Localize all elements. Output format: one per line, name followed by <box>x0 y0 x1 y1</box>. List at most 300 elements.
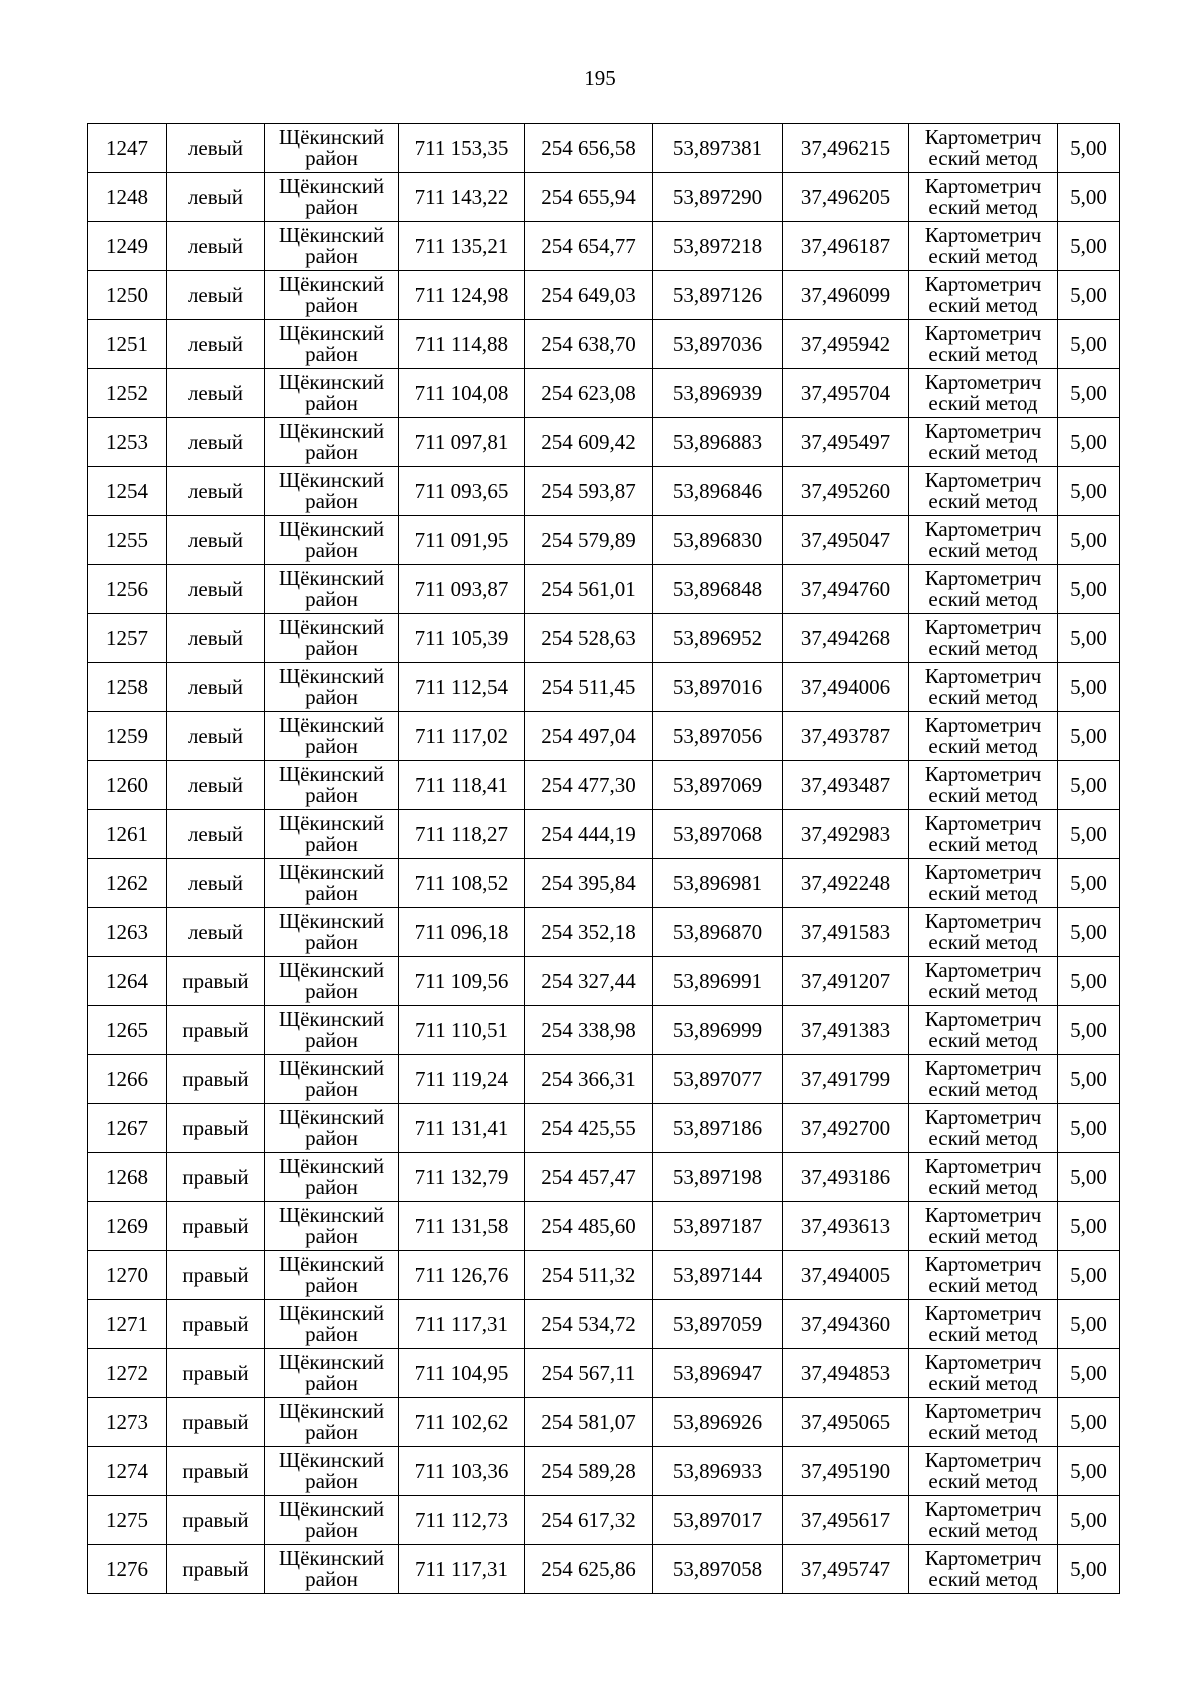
y-coordinate-cell: 254 395,84 <box>525 859 653 908</box>
method-cell <box>909 1202 1058 1251</box>
district-line: район <box>305 1567 358 1591</box>
bank-side-cell: правый <box>167 1545 265 1594</box>
error-cell: 5,00 <box>1058 222 1120 271</box>
latitude-cell: 53,897058 <box>653 1545 783 1594</box>
point-number-cell: 1261 <box>88 810 167 859</box>
table-row <box>88 418 1120 467</box>
latitude-cell: 53,896926 <box>653 1398 783 1447</box>
x-coordinate-cell: 711 093,65 <box>399 467 525 516</box>
method-line: Картометрич <box>924 1448 1042 1472</box>
district-line: Щёкинский <box>278 909 385 933</box>
x-coordinate-cell: 711 153,35 <box>399 124 525 173</box>
district-cell <box>265 1300 399 1349</box>
x-coordinate-cell: 711 117,31 <box>399 1300 525 1349</box>
method-line: Картометрич <box>924 1497 1042 1521</box>
district-line: Щёкинский <box>278 1497 385 1521</box>
method-line: еский метод <box>928 195 1038 219</box>
method-cell <box>909 418 1058 467</box>
district-cell <box>265 1055 399 1104</box>
district-cell <box>265 859 399 908</box>
bank-side-cell: левый <box>167 369 265 418</box>
latitude-cell: 53,896952 <box>653 614 783 663</box>
method-line: еский метод <box>928 146 1038 170</box>
error-cell: 5,00 <box>1058 1496 1120 1545</box>
method-cell <box>909 1398 1058 1447</box>
bank-side-cell: левый <box>167 761 265 810</box>
y-coordinate-cell: 254 581,07 <box>525 1398 653 1447</box>
district-cell <box>265 222 399 271</box>
longitude-cell: 37,491207 <box>783 957 909 1006</box>
bank-side-cell: правый <box>167 1398 265 1447</box>
district-cell <box>265 1153 399 1202</box>
point-number-cell: 1255 <box>88 516 167 565</box>
district-line: район <box>305 440 358 464</box>
district-line: район <box>305 636 358 660</box>
district-line: район <box>305 391 358 415</box>
longitude-cell: 37,496187 <box>783 222 909 271</box>
district-line: район <box>305 881 358 905</box>
x-coordinate-cell: 711 109,56 <box>399 957 525 1006</box>
method-cell <box>909 1349 1058 1398</box>
latitude-cell: 53,896947 <box>653 1349 783 1398</box>
error-cell: 5,00 <box>1058 712 1120 761</box>
method-cell <box>909 222 1058 271</box>
district-line: район <box>305 1420 358 1444</box>
district-line: район <box>305 783 358 807</box>
district-line: район <box>305 587 358 611</box>
y-coordinate-cell: 254 617,32 <box>525 1496 653 1545</box>
y-coordinate-cell: 254 609,42 <box>525 418 653 467</box>
table-row <box>88 565 1120 614</box>
district-line: район <box>305 1273 358 1297</box>
point-number-cell: 1254 <box>88 467 167 516</box>
method-line: еский метод <box>928 342 1038 366</box>
x-coordinate-cell: 711 124,98 <box>399 271 525 320</box>
y-coordinate-cell: 254 352,18 <box>525 908 653 957</box>
latitude-cell: 53,896999 <box>653 1006 783 1055</box>
district-line: Щёкинский <box>278 1546 385 1570</box>
method-cell <box>909 1251 1058 1300</box>
district-line: Щёкинский <box>278 958 385 982</box>
table-row <box>88 1006 1120 1055</box>
district-cell <box>265 1349 399 1398</box>
y-coordinate-cell: 254 579,89 <box>525 516 653 565</box>
latitude-cell: 53,896883 <box>653 418 783 467</box>
x-coordinate-cell: 711 118,41 <box>399 761 525 810</box>
longitude-cell: 37,494006 <box>783 663 909 712</box>
latitude-cell: 53,897126 <box>653 271 783 320</box>
point-number-cell: 1274 <box>88 1447 167 1496</box>
district-line: Щёкинский <box>278 762 385 786</box>
method-line: Картометрич <box>924 713 1042 737</box>
method-cell <box>909 908 1058 957</box>
point-number-cell: 1262 <box>88 859 167 908</box>
error-cell: 5,00 <box>1058 810 1120 859</box>
method-line: Картометрич <box>924 1546 1042 1570</box>
x-coordinate-cell: 711 102,62 <box>399 1398 525 1447</box>
method-line: еский метод <box>928 489 1038 513</box>
table-row <box>88 1153 1120 1202</box>
method-cell <box>909 663 1058 712</box>
error-cell: 5,00 <box>1058 1447 1120 1496</box>
district-cell <box>265 369 399 418</box>
latitude-cell: 53,897186 <box>653 1104 783 1153</box>
x-coordinate-cell: 711 135,21 <box>399 222 525 271</box>
table-row <box>88 1496 1120 1545</box>
bank-side-cell: левый <box>167 565 265 614</box>
y-coordinate-cell: 254 655,94 <box>525 173 653 222</box>
method-cell <box>909 1153 1058 1202</box>
district-line: Щёкинский <box>278 1448 385 1472</box>
method-line: еский метод <box>928 293 1038 317</box>
x-coordinate-cell: 711 132,79 <box>399 1153 525 1202</box>
y-coordinate-cell: 254 485,60 <box>525 1202 653 1251</box>
method-line: еский метод <box>928 832 1038 856</box>
bank-side-cell: правый <box>167 1202 265 1251</box>
latitude-cell: 53,897077 <box>653 1055 783 1104</box>
latitude-cell: 53,897068 <box>653 810 783 859</box>
method-cell <box>909 467 1058 516</box>
method-line: Картометрич <box>924 370 1042 394</box>
y-coordinate-cell: 254 534,72 <box>525 1300 653 1349</box>
bank-side-cell: правый <box>167 957 265 1006</box>
method-line: еский метод <box>928 538 1038 562</box>
bank-side-cell: правый <box>167 1006 265 1055</box>
table-row <box>88 1545 1120 1594</box>
error-cell: 5,00 <box>1058 516 1120 565</box>
y-coordinate-cell: 254 327,44 <box>525 957 653 1006</box>
method-cell <box>909 1545 1058 1594</box>
longitude-cell: 37,496099 <box>783 271 909 320</box>
latitude-cell: 53,897017 <box>653 1496 783 1545</box>
method-line: Картометрич <box>924 566 1042 590</box>
latitude-cell: 53,897036 <box>653 320 783 369</box>
method-line: еский метод <box>928 587 1038 611</box>
y-coordinate-cell: 254 497,04 <box>525 712 653 761</box>
bank-side-cell: левый <box>167 173 265 222</box>
table-row <box>88 467 1120 516</box>
point-number-cell: 1253 <box>88 418 167 467</box>
method-line: Картометрич <box>924 1350 1042 1374</box>
table-row <box>88 1398 1120 1447</box>
method-cell <box>909 1055 1058 1104</box>
x-coordinate-cell: 711 097,81 <box>399 418 525 467</box>
method-line: еский метод <box>928 1126 1038 1150</box>
district-line: Щёкинский <box>278 860 385 884</box>
district-line: район <box>305 1469 358 1493</box>
district-cell <box>265 1496 399 1545</box>
error-cell: 5,00 <box>1058 1545 1120 1594</box>
bank-side-cell: правый <box>167 1104 265 1153</box>
table-row <box>88 957 1120 1006</box>
y-coordinate-cell: 254 567,11 <box>525 1349 653 1398</box>
x-coordinate-cell: 711 110,51 <box>399 1006 525 1055</box>
method-cell <box>909 320 1058 369</box>
district-cell <box>265 124 399 173</box>
longitude-cell: 37,494360 <box>783 1300 909 1349</box>
table-row <box>88 271 1120 320</box>
table-row <box>88 124 1120 173</box>
point-number-cell: 1268 <box>88 1153 167 1202</box>
longitude-cell: 37,496215 <box>783 124 909 173</box>
table-row <box>88 712 1120 761</box>
method-line: еский метод <box>928 244 1038 268</box>
method-cell <box>909 271 1058 320</box>
district-line: Щёкинский <box>278 517 385 541</box>
method-line: еский метод <box>928 1175 1038 1199</box>
y-coordinate-cell: 254 656,58 <box>525 124 653 173</box>
district-line: район <box>305 538 358 562</box>
y-coordinate-cell: 254 593,87 <box>525 467 653 516</box>
bank-side-cell: левый <box>167 320 265 369</box>
method-line: Картометрич <box>924 811 1042 835</box>
method-cell <box>909 859 1058 908</box>
error-cell: 5,00 <box>1058 271 1120 320</box>
point-number-cell: 1248 <box>88 173 167 222</box>
district-cell <box>265 712 399 761</box>
table-row <box>88 614 1120 663</box>
method-line: еский метод <box>928 1028 1038 1052</box>
y-coordinate-cell: 254 511,45 <box>525 663 653 712</box>
district-cell <box>265 1104 399 1153</box>
coordinates-table <box>87 123 1120 1594</box>
district-cell <box>265 761 399 810</box>
table-row <box>88 1055 1120 1104</box>
x-coordinate-cell: 711 105,39 <box>399 614 525 663</box>
error-cell: 5,00 <box>1058 565 1120 614</box>
point-number-cell: 1256 <box>88 565 167 614</box>
longitude-cell: 37,495065 <box>783 1398 909 1447</box>
method-line: Картометрич <box>924 664 1042 688</box>
latitude-cell: 53,897144 <box>653 1251 783 1300</box>
latitude-cell: 53,897218 <box>653 222 783 271</box>
y-coordinate-cell: 254 638,70 <box>525 320 653 369</box>
district-line: Щёкинский <box>278 174 385 198</box>
district-cell <box>265 1006 399 1055</box>
latitude-cell: 53,896870 <box>653 908 783 957</box>
table-row <box>88 1104 1120 1153</box>
latitude-cell: 53,897056 <box>653 712 783 761</box>
bank-side-cell: левый <box>167 271 265 320</box>
district-line: Щёкинский <box>278 272 385 296</box>
longitude-cell: 37,495617 <box>783 1496 909 1545</box>
table-row <box>88 1349 1120 1398</box>
bank-side-cell: правый <box>167 1496 265 1545</box>
error-cell: 5,00 <box>1058 124 1120 173</box>
longitude-cell: 37,495260 <box>783 467 909 516</box>
method-line: Картометрич <box>924 517 1042 541</box>
point-number-cell: 1257 <box>88 614 167 663</box>
district-line: район <box>305 1077 358 1101</box>
method-line: еский метод <box>928 685 1038 709</box>
district-line: район <box>305 1371 358 1395</box>
district-line: район <box>305 1175 358 1199</box>
error-cell: 5,00 <box>1058 1349 1120 1398</box>
error-cell: 5,00 <box>1058 663 1120 712</box>
y-coordinate-cell: 254 649,03 <box>525 271 653 320</box>
longitude-cell: 37,491583 <box>783 908 909 957</box>
x-coordinate-cell: 711 108,52 <box>399 859 525 908</box>
method-line: еский метод <box>928 930 1038 954</box>
point-number-cell: 1272 <box>88 1349 167 1398</box>
latitude-cell: 53,897290 <box>653 173 783 222</box>
y-coordinate-cell: 254 366,31 <box>525 1055 653 1104</box>
district-line: Щёкинский <box>278 1007 385 1031</box>
district-line: район <box>305 342 358 366</box>
error-cell: 5,00 <box>1058 173 1120 222</box>
latitude-cell: 53,896981 <box>653 859 783 908</box>
longitude-cell: 37,491383 <box>783 1006 909 1055</box>
method-cell <box>909 173 1058 222</box>
district-line: район <box>305 1518 358 1542</box>
method-line: еский метод <box>928 1273 1038 1297</box>
bank-side-cell: левый <box>167 222 265 271</box>
error-cell: 5,00 <box>1058 1104 1120 1153</box>
method-cell <box>909 565 1058 614</box>
district-line: Щёкинский <box>278 615 385 639</box>
longitude-cell: 37,493787 <box>783 712 909 761</box>
method-cell <box>909 1496 1058 1545</box>
district-cell <box>265 1545 399 1594</box>
district-cell <box>265 320 399 369</box>
latitude-cell: 53,896939 <box>653 369 783 418</box>
table-row <box>88 1251 1120 1300</box>
x-coordinate-cell: 711 131,41 <box>399 1104 525 1153</box>
table-row <box>88 369 1120 418</box>
x-coordinate-cell: 711 117,02 <box>399 712 525 761</box>
district-line: Щёкинский <box>278 1105 385 1129</box>
district-line: район <box>305 832 358 856</box>
x-coordinate-cell: 711 112,73 <box>399 1496 525 1545</box>
method-line: еский метод <box>928 636 1038 660</box>
district-line: район <box>305 734 358 758</box>
method-cell <box>909 369 1058 418</box>
latitude-cell: 53,896830 <box>653 516 783 565</box>
point-number-cell: 1260 <box>88 761 167 810</box>
bank-side-cell: правый <box>167 1251 265 1300</box>
error-cell: 5,00 <box>1058 320 1120 369</box>
table-row <box>88 173 1120 222</box>
x-coordinate-cell: 711 096,18 <box>399 908 525 957</box>
longitude-cell: 37,495942 <box>783 320 909 369</box>
point-number-cell: 1259 <box>88 712 167 761</box>
error-cell: 5,00 <box>1058 908 1120 957</box>
bank-side-cell: левый <box>167 467 265 516</box>
method-cell <box>909 957 1058 1006</box>
district-line: Щёкинский <box>278 419 385 443</box>
error-cell: 5,00 <box>1058 761 1120 810</box>
latitude-cell: 53,896846 <box>653 467 783 516</box>
method-line: Картометрич <box>924 1301 1042 1325</box>
district-cell <box>265 1251 399 1300</box>
x-coordinate-cell: 711 112,54 <box>399 663 525 712</box>
method-line: Картометрич <box>924 860 1042 884</box>
latitude-cell: 53,897381 <box>653 124 783 173</box>
district-line: район <box>305 979 358 1003</box>
bank-side-cell: левый <box>167 124 265 173</box>
longitude-cell: 37,494005 <box>783 1251 909 1300</box>
longitude-cell: 37,495047 <box>783 516 909 565</box>
method-cell <box>909 124 1058 173</box>
method-line: еский метод <box>928 1567 1038 1591</box>
point-number-cell: 1276 <box>88 1545 167 1594</box>
table-row <box>88 1300 1120 1349</box>
table-row <box>88 320 1120 369</box>
district-line: Щёкинский <box>278 1203 385 1227</box>
method-line: Картометрич <box>924 909 1042 933</box>
x-coordinate-cell: 711 131,58 <box>399 1202 525 1251</box>
point-number-cell: 1266 <box>88 1055 167 1104</box>
district-cell <box>265 663 399 712</box>
longitude-cell: 37,492700 <box>783 1104 909 1153</box>
point-number-cell: 1249 <box>88 222 167 271</box>
bank-side-cell: левый <box>167 516 265 565</box>
bank-side-cell: левый <box>167 859 265 908</box>
method-line: Картометрич <box>924 419 1042 443</box>
district-cell <box>265 1398 399 1447</box>
district-line: район <box>305 195 358 219</box>
district-line: район <box>305 489 358 513</box>
district-line: Щёкинский <box>278 811 385 835</box>
district-cell <box>265 418 399 467</box>
latitude-cell: 53,897059 <box>653 1300 783 1349</box>
y-coordinate-cell: 254 444,19 <box>525 810 653 859</box>
district-line: Щёкинский <box>278 1301 385 1325</box>
x-coordinate-cell: 711 143,22 <box>399 173 525 222</box>
district-line: район <box>305 146 358 170</box>
point-number-cell: 1275 <box>88 1496 167 1545</box>
latitude-cell: 53,897198 <box>653 1153 783 1202</box>
longitude-cell: 37,492248 <box>783 859 909 908</box>
latitude-cell: 53,896848 <box>653 565 783 614</box>
error-cell: 5,00 <box>1058 1300 1120 1349</box>
method-line: еский метод <box>928 1518 1038 1542</box>
bank-side-cell: правый <box>167 1447 265 1496</box>
method-line: Картометрич <box>924 1399 1042 1423</box>
point-number-cell: 1265 <box>88 1006 167 1055</box>
district-line: район <box>305 244 358 268</box>
method-cell <box>909 1300 1058 1349</box>
error-cell: 5,00 <box>1058 957 1120 1006</box>
error-cell: 5,00 <box>1058 418 1120 467</box>
latitude-cell: 53,896991 <box>653 957 783 1006</box>
error-cell: 5,00 <box>1058 1398 1120 1447</box>
x-coordinate-cell: 711 119,24 <box>399 1055 525 1104</box>
district-line: Щёкинский <box>278 664 385 688</box>
y-coordinate-cell: 254 528,63 <box>525 614 653 663</box>
method-cell <box>909 810 1058 859</box>
error-cell: 5,00 <box>1058 1153 1120 1202</box>
point-number-cell: 1250 <box>88 271 167 320</box>
method-line: Картометрич <box>924 762 1042 786</box>
y-coordinate-cell: 254 625,86 <box>525 1545 653 1594</box>
longitude-cell: 37,494268 <box>783 614 909 663</box>
method-line: еский метод <box>928 1077 1038 1101</box>
method-cell <box>909 761 1058 810</box>
district-cell <box>265 271 399 320</box>
x-coordinate-cell: 711 118,27 <box>399 810 525 859</box>
y-coordinate-cell: 254 561,01 <box>525 565 653 614</box>
district-line: Щёкинский <box>278 1154 385 1178</box>
district-line: район <box>305 1126 358 1150</box>
district-cell <box>265 173 399 222</box>
table-row <box>88 1447 1120 1496</box>
page-number: 195 <box>584 66 616 90</box>
method-line: Картометрич <box>924 272 1042 296</box>
x-coordinate-cell: 711 104,08 <box>399 369 525 418</box>
district-line: район <box>305 930 358 954</box>
table-row <box>88 908 1120 957</box>
